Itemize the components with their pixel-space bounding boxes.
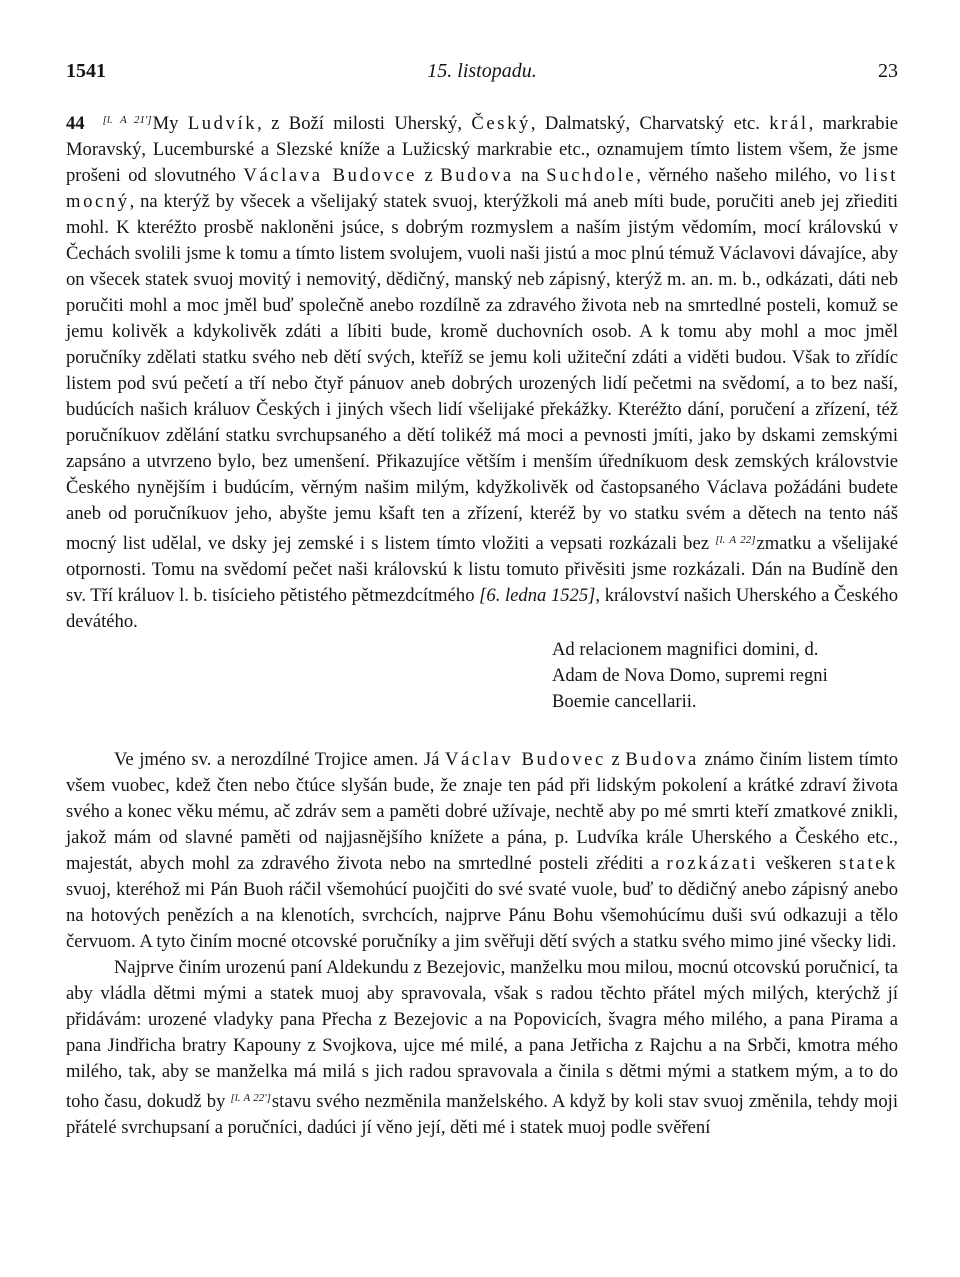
chancery-relation-note bbox=[552, 637, 898, 715]
header-date: 15. listopadu. bbox=[427, 60, 537, 82]
text-run: , království našich Uherského a Českého devátého. bbox=[66, 585, 899, 632]
text-run: stavu svého nezměnila manželského. A když by koli stav svuoj změnila, tehdy moji přátelé svrchupsaní a poručníci, dadúci jí věno její, děti mé i statek muoj podle svěření bbox=[66, 1091, 899, 1138]
editorial-date-note: [6. ledna 1525] bbox=[479, 585, 596, 606]
spaced-name: Budova bbox=[440, 165, 514, 186]
folio-marker: [l. A 22'] bbox=[230, 1092, 271, 1104]
folio-marker: [l. A 21'] bbox=[102, 114, 152, 126]
document-number: 44 bbox=[66, 113, 85, 134]
text-run: My bbox=[152, 113, 188, 134]
folio-marker: [l. A 22] bbox=[715, 534, 756, 546]
charter-paragraph bbox=[66, 107, 898, 635]
relation-line: Adam de Nova Domo, supremi regni bbox=[552, 665, 828, 686]
text-run: zmatku a všelijaké otpornosti. Tomu na svědomí pečet naši královskú k listu tomuto přivěsiti jsme rozkázali. Dán na Budíně den sv. Tří králuov l. b. tisícieho pětistého pětmezdcítmého bbox=[66, 533, 898, 606]
text-run: Najprve činím urozenú paní Aldekundu z Bezejovic, manželku mou milou, mocnú otcovskú poručnicí, ta aby vládla dětmi mými a statek muoj aby spravovala, však s radou těchto přátel mých milých, kterýchž jí přidávám: urozené vladyky pana Přecha z Bezejovic a na Popovicích, švagra mého milého, a pana Pirama a pana Jindřicha bratry Kapouny z Svojkova, ujce mé milé, a pana Jetřicha z Rajchu a na Srbči, kmotra mého milého, tak, aby se manželka má milá s jich radou spravovala a činila s dětmi mými a statkem mým, a to do toho času, dokudž by bbox=[66, 957, 898, 1112]
spaced-name: Václava Budovce bbox=[243, 165, 417, 186]
page-header bbox=[66, 60, 898, 90]
spaced-name: Suchdole bbox=[546, 165, 637, 186]
header-year: 1541 bbox=[66, 60, 106, 82]
text-run: , markrabie Moravský, Lucemburské a Slezské kníže a Lužicský markrabie etc., oznamujem tímto listem všem, že jsme prošeni od slovutného bbox=[66, 113, 898, 186]
spaced-name: Budova bbox=[625, 749, 699, 770]
text-run: svuoj, kteréhož mi Pán Buoh ráčil všemohúcí puojčiti do své svaté vuole, buď to dědičný anebo zápisný anebo na hotových penězích a na klenotích, svrchcích, najprve Pánu Bohu všemohúcímu duši svú odkazuji a tělo červuom. A tyto činím mocné otcovské poručníky a jim svěřuji dětí svých a statku svého mimo jiné všecky lidi. bbox=[66, 879, 898, 952]
text-run: , věrného našeho milého, vo bbox=[636, 165, 865, 186]
text-run: známo činím listem tímto všem vuobec, kdež čten nebo čtúce slyšán bude, že znaje ten pád při lidským pokolení a krátké zdraví života svého a konec věku mému, ač zdráv sem a paměti dobré užívaje, nechtě aby po mé smrti kteří zmatkové znikli, jakož mám od slavné paměti od najjasnějšího knížete a pána, p. Ludvíka krále Uherského a Českého etc., majestát, abych mohl za zdravého života nebo na smrtedlné posteli zřéditi a bbox=[66, 749, 898, 874]
spaced-name: Český bbox=[471, 113, 531, 134]
spaced-name: list mocný bbox=[66, 165, 898, 212]
text-run: veškeren bbox=[758, 853, 840, 874]
text-run: , Dalmatský, Charvatský etc. bbox=[530, 113, 770, 134]
text-run: z bbox=[605, 749, 626, 770]
spaced-word: statek bbox=[839, 853, 899, 874]
text-run: Ve jméno sv. a nerozdílné Trojice amen. Já bbox=[114, 749, 445, 770]
document-page bbox=[66, 60, 898, 1141]
text-run: na bbox=[513, 165, 547, 186]
spaced-name: král bbox=[769, 113, 809, 134]
header-page-number: 23 bbox=[878, 60, 898, 82]
text-run: , na kterýž by všecek a všelijaký statek svuoj, kterýžkoli má aneb míti bude, poručiti aneb jej zřiediti mohl. K kteréžto prosbě nakloněni jsúce, s dobrým rozmyslem a naším jistým vědomím, mocí královskú v Čechách svolili jsme k tomu a tímto listem svolujem, vuoli naši jistú a moc plnú témuž Václavovi dávajíce, aby on všecek statek svuoj movitý i nemovitý, dědičný, manský neb zápisný, kterýž m. an. m. b., odkázati, dáti neb poručiti mohl a moc jměl buď společně anebo rozdílně za zdravého života neb na smrtedlné posteli, komuž se jemu kolivěk a kdykolivěk zdáti a líbiti bude, kromě duchovních osob. A k tomu aby mohl a moc jměl poručníky zdělati statku svého neb dětí svých, kteříž se jemu koli užiteční zdáti a viděti budou. Však to zřídíc listem pod svú pečetí a tří nebo čtyř pánuov aneb dobrých urozených lidí pečetmi na svědomí, a to bez naší, budúcích našich králuov Českých i jiných všech lidí všelijaké překážky. Kteréžto dání, poručení a zřízení, též poručníkuov zdělání statku svrchupsaného a dětí tolikéž má moci a pevnosti jmíti, jako by dskami zemskými zapsáno a utvrzeno bylo, bez umenšení. Přikazujíce větším i menším úředníkuom desk zemských královstvie Českého nynějším i budúcím, věrným našim milým, kdyžkolivěk od častopsaného Václava požádáni budete aneb od poručníkuov jeho, abyšte jemu kšaft ten a zřízení, kteréž by vo statku svém a dětech na tento náš mocný list udělal, ve dsky jej zemské i s listem tímto vložiti a vepsati rozkázali bez bbox=[66, 191, 898, 554]
spaced-word: rozkázati bbox=[666, 853, 759, 874]
spaced-name: Ludvík bbox=[187, 113, 258, 134]
guardians-paragraph bbox=[66, 955, 898, 1141]
relation-line: Boemie cancellarii. bbox=[552, 691, 697, 712]
spaced-name: Václav Budovec bbox=[444, 749, 606, 770]
relation-line: Ad relacionem magnifici domini, d. bbox=[552, 639, 819, 660]
testament-paragraph bbox=[66, 747, 898, 955]
text-run: z bbox=[416, 165, 441, 186]
text-run: , z Boží milosti Uherský, bbox=[257, 113, 472, 134]
